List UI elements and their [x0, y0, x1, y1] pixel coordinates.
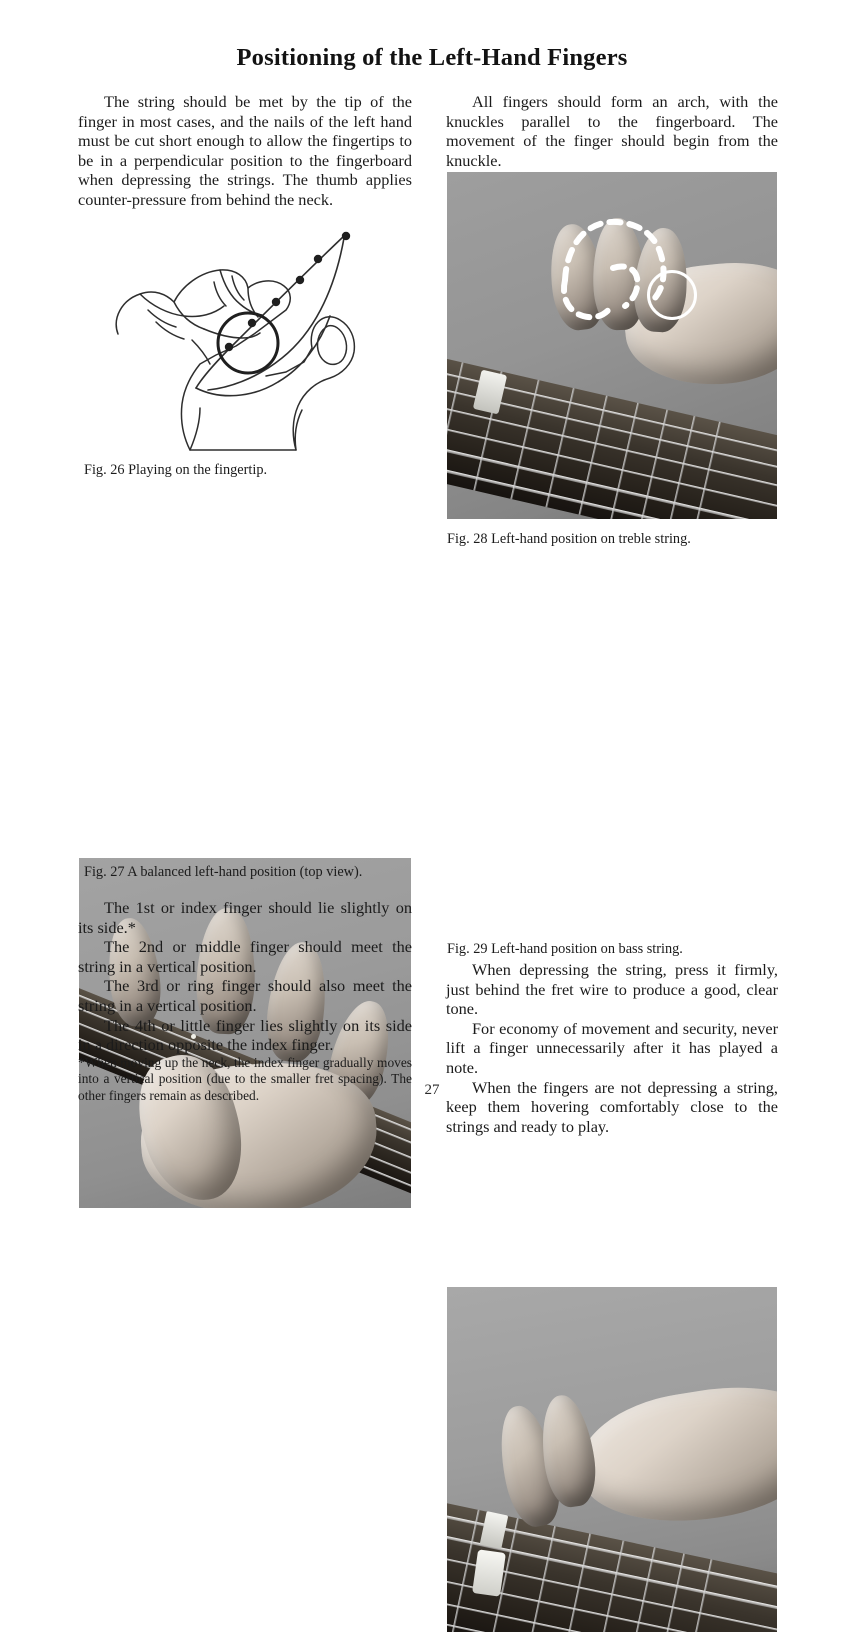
knuckle-arch-dashed-annotation: [447, 172, 777, 519]
page-number: 27: [424, 1082, 440, 1098]
knuckle-highlight-circle: [647, 270, 697, 320]
index-finger-footnote: *When moving up the neck, the index finger gradually moves into a vertical position (due to the smaller fret spacing). The other fingers remain as described.: [78, 1054, 412, 1103]
finger-paragraph-2: The 2nd or middle finger should meet the string in a vertical position.: [78, 937, 412, 976]
figure-29-caption-wrap: [447, 941, 787, 958]
figure-27-caption-wrap: [84, 864, 424, 881]
closing-paragraph-2: For economy of movement and security, never lift a finger unnecessarily after it has played a note.: [446, 1018, 778, 1077]
left-column-intro-block: [78, 92, 412, 210]
figure-27-caption: Fig. 27 A balanced left-hand position (top view).: [84, 864, 363, 880]
left-column-lower-block: [78, 898, 412, 1104]
finger-paragraph-1: The 1st or index finger should lie slightly on its side.*: [78, 898, 412, 937]
figure-26-illustration: [96, 222, 396, 454]
right-column-intro-block: [446, 92, 778, 170]
figure-28-caption-wrap: [447, 531, 787, 548]
figure-29-caption: Fig. 29 Left-hand position on bass string.: [447, 941, 683, 957]
finger-paragraph-3: The 3rd or ring finger should also meet the string in a vertical position.: [78, 976, 412, 1015]
figure-28-photograph: [447, 172, 777, 519]
figure-28-caption: Fig. 28 Left-hand position on treble string.: [447, 531, 691, 547]
figure-26-caption: Fig. 26 Playing on the fingertip.: [84, 462, 268, 478]
hand-fingertip-line-drawing: [96, 222, 396, 454]
figure-26-caption-wrap: [84, 462, 424, 479]
right-column-lower-block: [446, 960, 778, 1136]
closing-paragraph-1: When depressing the string, press it firmly, just behind the fret wire to produce a good, clear tone.: [446, 960, 778, 1019]
figure-29-photograph: [447, 1287, 777, 1632]
finger-paragraph-4: The 4th or little finger lies slightly on its side in a direction opposite the index finger.: [78, 1015, 412, 1055]
closing-paragraph-3: When the fingers are not depressing a string, keep them hovering comfortably close to the strings and ready to play.: [446, 1077, 778, 1136]
page-title: Positioning of the Left-Hand Fingers: [236, 44, 628, 71]
left-intro-paragraph: The string should be met by the tip of the finger in most cases, and the nails of the left hand must be cut short enough to allow the fingertips to be in a perpendicular position to the fingerboard when depressing the strings. The thumb applies counter-pressure from behind the neck.: [78, 92, 412, 209]
right-intro-paragraph: All fingers should form an arch, with the knuckles parallel to the fingerboard. The movement of the finger should begin from the knuckle.: [446, 92, 778, 170]
